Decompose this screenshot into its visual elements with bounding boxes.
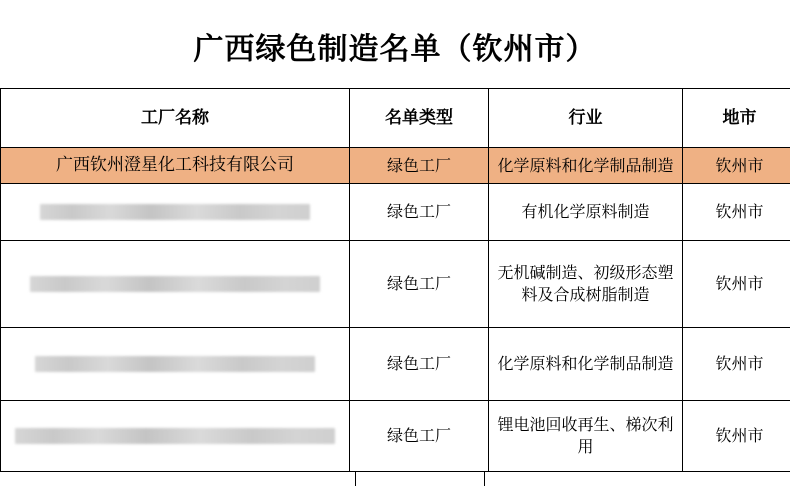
cell-factory-name-redacted [1, 327, 350, 400]
cell-list-type: 绿色工厂 [350, 183, 489, 240]
cell-industry: 无机碱制造、初级形态塑料及合成树脂制造 [489, 240, 683, 327]
cell-factory-name-redacted [1, 400, 350, 471]
cell-industry: 有机化学原料制造 [489, 183, 683, 240]
table-header-row [1, 89, 790, 148]
redaction-bar [35, 356, 315, 372]
table-header [1, 89, 790, 148]
cell-industry: 锂电池回收再生、梯次利用 [489, 400, 683, 471]
column-header-city: 地市 [683, 89, 790, 148]
column-header-industry: 行业 [489, 89, 683, 148]
page-title: 广西绿色制造名单（钦州市） [0, 0, 790, 88]
cell-city: 钦州市 [683, 240, 790, 327]
cell-list-type: 绿色工厂 [350, 327, 489, 400]
cell-factory-name-redacted [1, 240, 350, 327]
cell-factory-name-redacted [1, 183, 350, 240]
cell-industry: 化学原料和化学制品制造 [489, 148, 683, 184]
table-row [1, 183, 790, 240]
table-next-row-cell-edge [355, 472, 485, 486]
column-header-factory-name: 工厂名称 [1, 89, 350, 148]
cell-city: 钦州市 [683, 327, 790, 400]
table-row [1, 240, 790, 327]
redaction-bar [40, 204, 310, 220]
column-header-list-type: 名单类型 [350, 89, 489, 148]
green-manufacturing-table [0, 88, 790, 472]
table-row [1, 148, 790, 184]
table-next-row-partial [15, 472, 775, 486]
redaction-bar [15, 428, 335, 444]
cell-industry: 化学原料和化学制品制造 [489, 327, 683, 400]
cell-factory-name: 广西钦州澄星化工科技有限公司 [1, 148, 350, 184]
table-body [1, 148, 790, 472]
cell-city: 钦州市 [683, 183, 790, 240]
cell-list-type: 绿色工厂 [350, 148, 489, 184]
cell-city: 钦州市 [683, 148, 790, 184]
cell-list-type: 绿色工厂 [350, 400, 489, 471]
table-row [1, 327, 790, 400]
cell-city: 钦州市 [683, 400, 790, 471]
cell-list-type: 绿色工厂 [350, 240, 489, 327]
redaction-bar [30, 276, 320, 292]
table-row [1, 400, 790, 471]
